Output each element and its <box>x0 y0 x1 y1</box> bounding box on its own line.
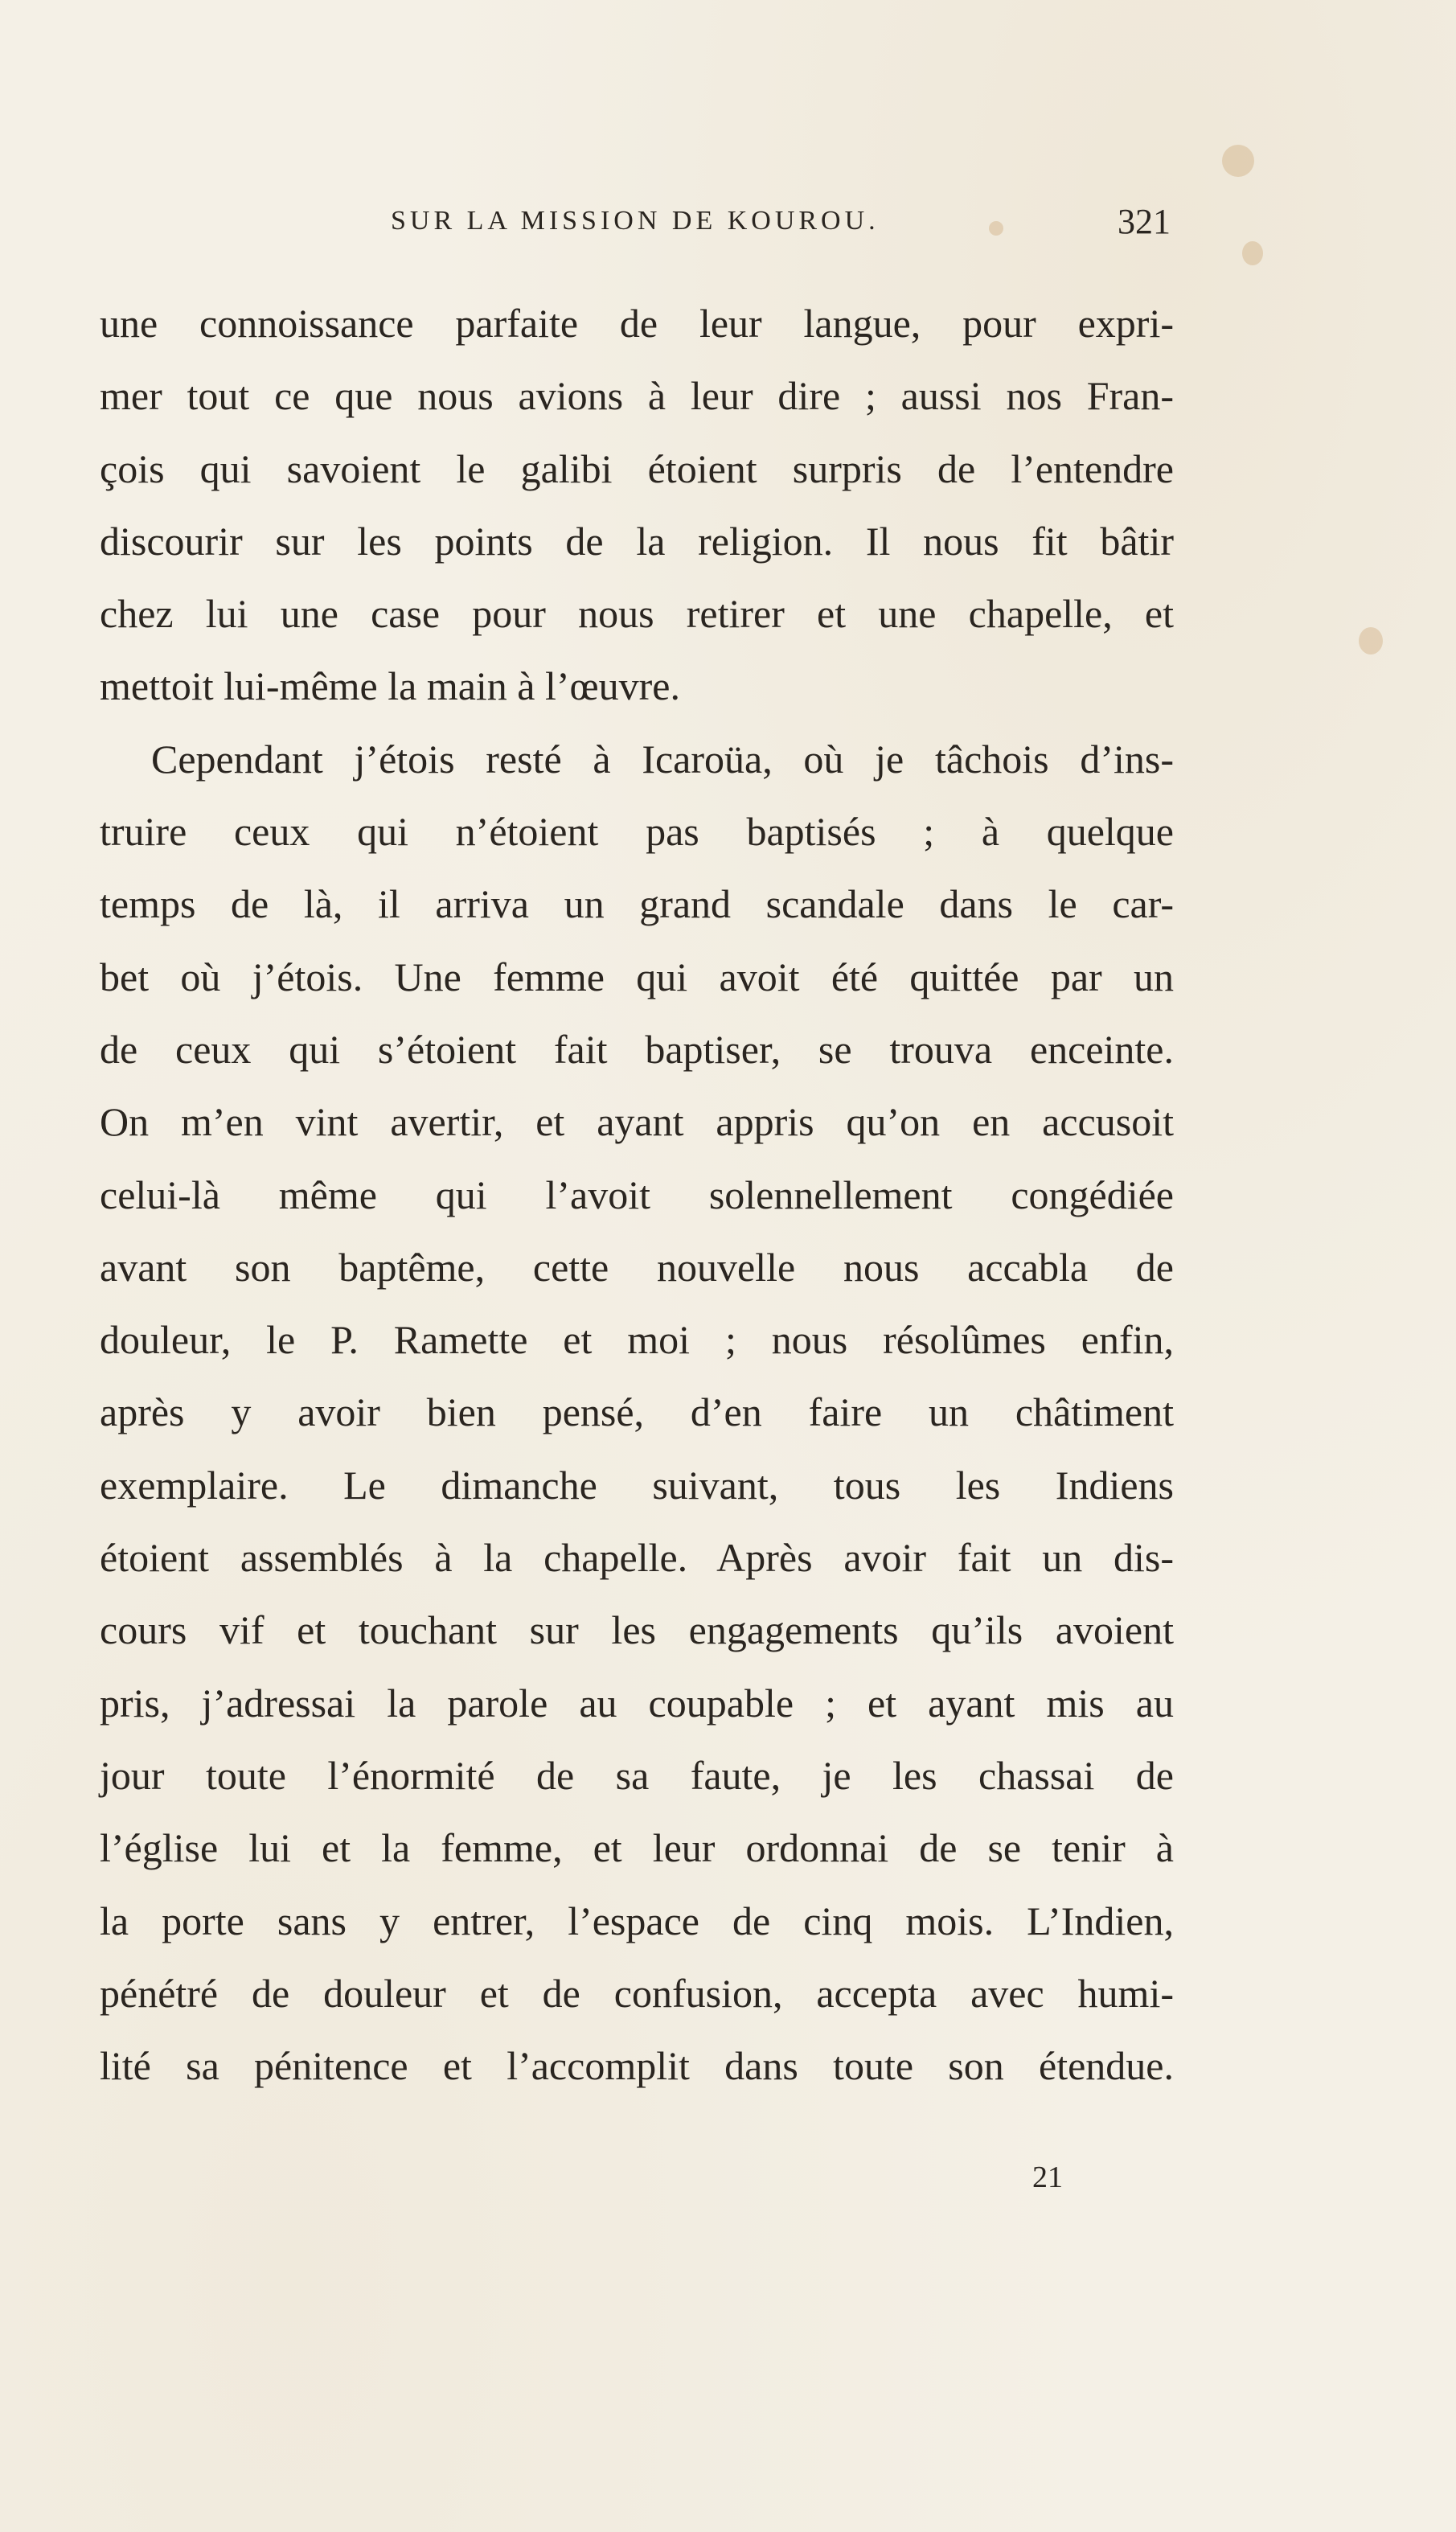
text-line: cours vif et touchant sur les engagements qu’ils avoient <box>100 1607 1174 1653</box>
text-line: de ceux qui s’étoient fait baptiser, se trouva enceinte. <box>100 1026 1174 1072</box>
body-text <box>100 287 1174 2102</box>
text-line: après y avoir bien pensé, d’en faire un châtiment <box>100 1389 1174 1435</box>
text-line: la porte sans y entrer, l’espace de cinq mois. L’Indien, <box>100 1898 1174 1943</box>
running-head-title: SUR LA MISSION DE KOUROU. <box>391 206 880 236</box>
text-line: avant son baptême, cette nouvelle nous accabla de <box>100 1244 1174 1290</box>
text-line: chez lui une case pour nous retirer et une chapelle, et <box>100 591 1174 637</box>
signature-mark: 21 <box>1032 2161 1063 2194</box>
text-line: mer tout ce que nous avions à leur dire ; aussi nos Fran- <box>100 373 1174 419</box>
text-line: discourir sur les points de la religion. Il nous fit bâtir <box>100 518 1174 564</box>
text-line: étoient assemblés à la chapelle. Après avoir fait un dis- <box>100 1535 1174 1581</box>
text-line: pénétré de douleur et de confusion, accepta avec humi- <box>100 1970 1174 2016</box>
text-line: l’église lui et la femme, et leur ordonnai de se tenir à <box>100 1825 1174 1871</box>
text-line: Cependant j’étois resté à Icaroüa, où je tâchois d’ins- <box>151 736 1174 782</box>
text-line: truire ceux qui n’étoient pas baptisés ; à quelque <box>100 809 1174 855</box>
text-line: lité sa pénitence et l’accomplit dans toute son étendue. <box>100 2043 1174 2089</box>
text-line: temps de là, il arriva un grand scandale dans le car- <box>100 881 1174 927</box>
text-line: mettoit lui-même la main à l’œuvre. <box>100 663 680 709</box>
text-line: çois qui savoient le galibi étoient surpris de l’entendre <box>100 445 1174 491</box>
text-line: pris, j’adressai la parole au coupable ; et ayant mis au <box>100 1680 1174 1726</box>
text-line: douleur, le P. Ramette et moi ; nous résolûmes enfin, <box>100 1317 1174 1363</box>
paper-stain <box>1242 241 1263 265</box>
text-line: On m’en vint avertir, et ayant appris qu’on en accusoit <box>100 1099 1174 1145</box>
paper-stain <box>1359 627 1383 655</box>
text-line: exemplaire. Le dimanche suivant, tous les Indiens <box>100 1462 1174 1508</box>
text-line: celui-là même qui l’avoit solennellement congédiée <box>100 1172 1174 1217</box>
paper-stain <box>1222 145 1254 177</box>
text-line: une connoissance parfaite de leur langue, pour expri- <box>100 301 1174 346</box>
running-header <box>391 202 1171 254</box>
text-line: jour toute l’énormité de sa faute, je les chassai de <box>100 1752 1174 1798</box>
page-number: 321 <box>1118 202 1171 241</box>
text-line: bet où j’étois. Une femme qui avoit été quittée par un <box>100 954 1174 999</box>
